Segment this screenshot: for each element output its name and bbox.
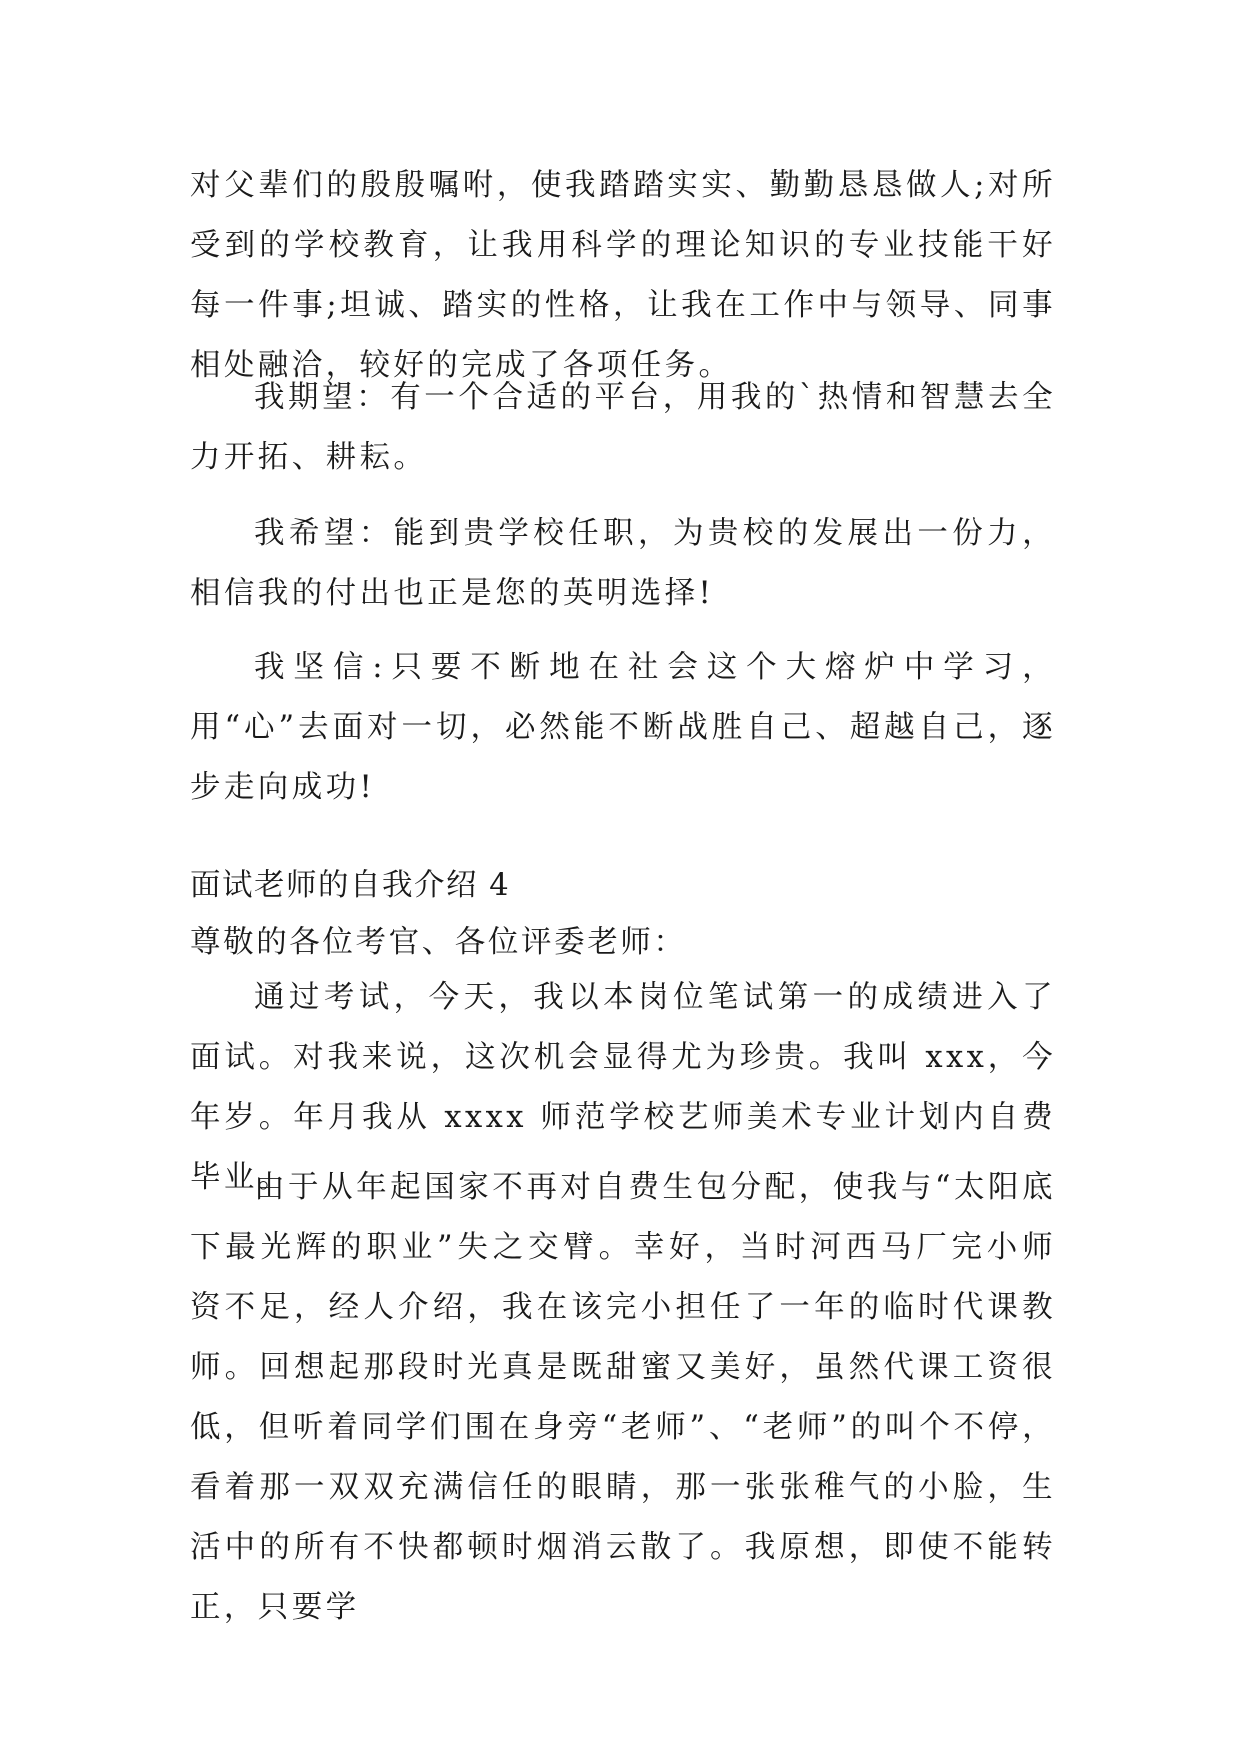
paragraph-hope: 我希望：能到贵学校任职，为贵校的发展出一份力，相信我的付出也正是您的英明选择!	[190, 516, 1056, 611]
greeting-line: 尊敬的各位考官、各位评委老师：	[190, 925, 687, 960]
paragraph-expectation: 我期望：有一个合适的平台，用我的`热情和智慧去全力开拓、耕耘。	[190, 380, 1056, 475]
paragraph-teaching-experience: 由于从年起国家不再对自费生包分配，使我与“太阳底下最光辉的职业”失之交臂。幸好，当时河西马厂完小师资不足，经人介绍，我在该完小担任了一年的临时代课教师。回想起那段时光真是既甜蜜又美好，虽然代课工资很低，但听着同学们围在身旁“老师”、“老师”的叫个不停，看着那一双双充满信任的眼睛，那一张张稚气的小脸，生活中的所有不快都顿时烟消云散了。我原想，即使不能转正，只要学	[190, 1170, 1056, 1625]
paragraph-family-and-school: 对父辈们的殷殷嘱咐，使我踏踏实实、勤勤恳恳做人;对所受到的学校教育，让我用科学的理论知识的专业技能干好每一件事;坦诚、踏实的性格，让我在工作中与领导、同事相处融洽，较好的完成了各项任务。	[190, 168, 1056, 383]
section-heading: 面试老师的自我介绍 4	[190, 868, 511, 903]
paragraph-exam-result: 通过考试，今天，我以本岗位笔试第一的成绩进入了面试。对我来说，这次机会显得尤为珍贵。我叫 xxx，今年岁。年月我从 xxxx 师范学校艺师美术专业计划内自费毕业。	[190, 980, 1056, 1195]
paragraph-belief: 我坚信:只要不断地在社会这个大熔炉中学习，用“心”去面对一切，必然能不断战胜自己、超越自己，逐步走向成功!	[190, 650, 1056, 805]
